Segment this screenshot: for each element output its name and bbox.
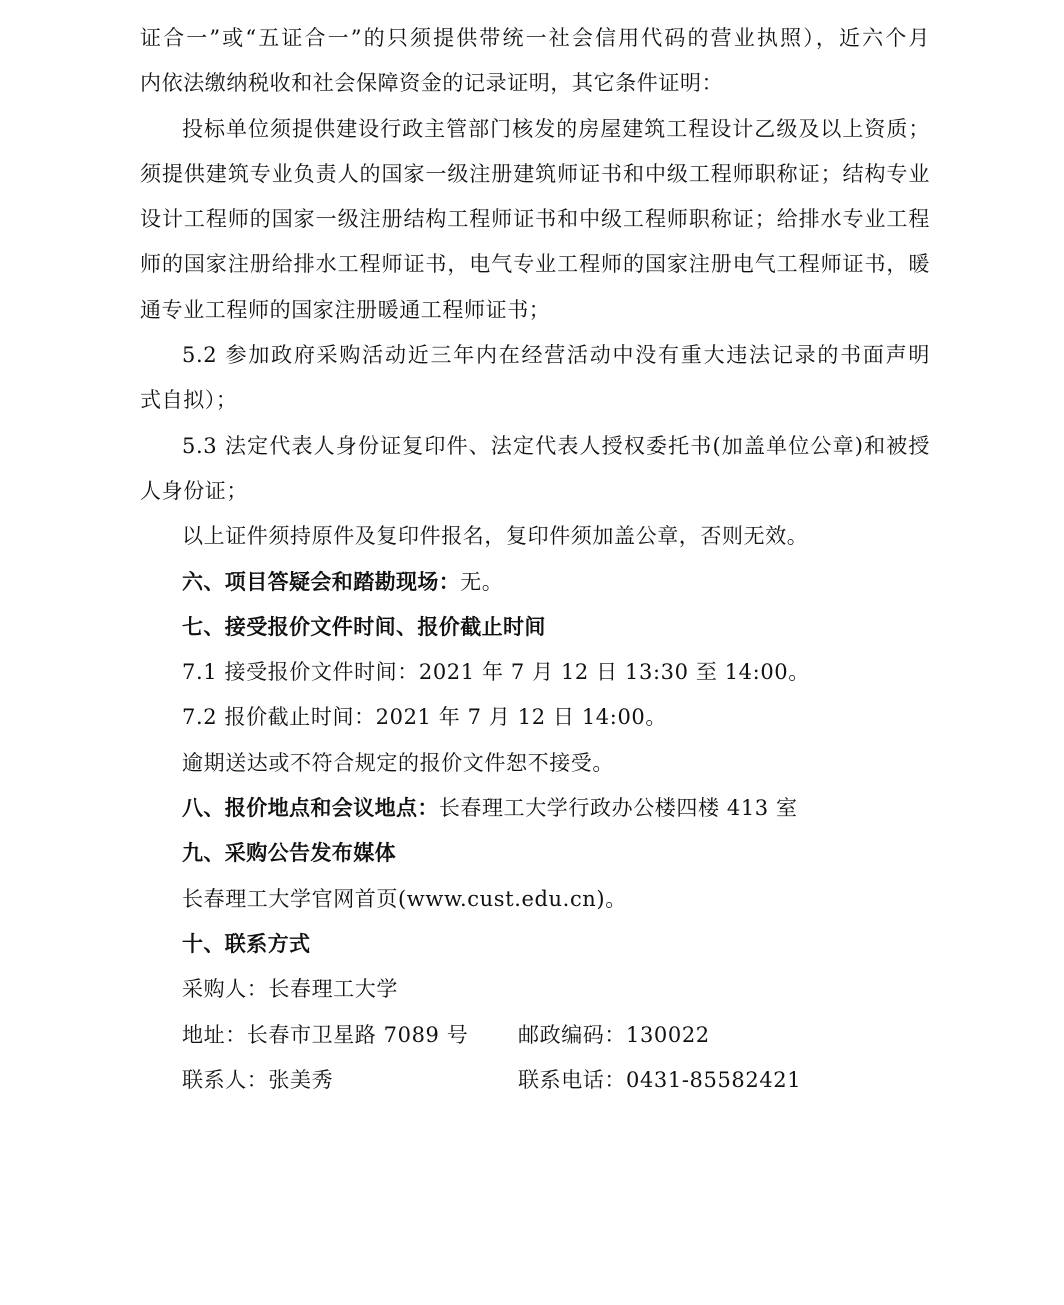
body-text-line: 证合一”或“五证合一”的只须提供带统一社会信用代码的营业执照），近六个月 (140, 26, 930, 50)
contact-buyer: 采购人：长春理工大学 (182, 977, 398, 1002)
section-7-note: 逾期送达或不符合规定的报价文件恕不接受。 (182, 750, 614, 775)
section-8 (140, 786, 930, 831)
body-text-line: 内依法缴纳税收和社会保障资金的记录证明，其它条件证明： (140, 71, 724, 96)
document-page (140, 16, 930, 1103)
section-9-heading: 九、采购公告发布媒体 (182, 841, 396, 866)
body-text-line: 以上证件须持原件及复印件报名，复印件须加盖公章，否则无效。 (182, 524, 809, 549)
section-7-item-1: 7.1 接受报价文件时间：2021 年 7 月 12 日 13:30 至 14:00。 (182, 660, 810, 685)
section-7-heading: 七、接受报价文件时间、报价截止时间 (182, 614, 546, 639)
section-10-heading: 十、联系方式 (182, 931, 311, 956)
body-text-line: 式自拟）； (140, 388, 238, 413)
contact-postcode: 邮政编码：130022 (518, 1022, 710, 1047)
contact-row-address (140, 1013, 930, 1058)
section-6-heading: 六、项目答疑会和踏勘现场： (182, 569, 461, 594)
body-text-line: 通专业工程师的国家注册暖通工程师证书； (140, 297, 551, 322)
body-text-line: 5.2 参加政府采购活动近三年内在经营活动中没有重大违法记录的书面声明 (182, 343, 930, 368)
body-text-line: 投标单位须提供建设行政主管部门核发的房屋建筑工程设计乙级及以上资质； (182, 116, 930, 141)
section-6 (140, 560, 930, 605)
body-text-line: 5.3 法定代表人身份证复印件、法定代表人授权委托书(加盖单位公章)和被授 (182, 433, 930, 458)
body-text-line: 须提供建筑专业负责人的国家一级注册建筑师证书和中级工程师职称证；结构专业 (140, 161, 930, 186)
contact-phone: 联系电话：0431-85582421 (518, 1067, 802, 1092)
contact-row-person (140, 1058, 930, 1103)
body-text-line: 人身份证； (140, 478, 248, 503)
body-text-line: 师的国家注册给排水工程师证书，电气专业工程师的国家注册电气工程师证书，暖 (140, 252, 930, 277)
section-8-heading: 八、报价地点和会议地点： (182, 796, 439, 821)
section-9-value: 长春理工大学官网首页(www.cust.edu.cn)。 (182, 886, 627, 911)
section-7-item-2: 7.2 报价截止时间：2021 年 7 月 12 日 14:00。 (182, 705, 667, 730)
contact-address: 地址：长春市卫星路 7089 号 (182, 1022, 469, 1047)
contact-person: 联系人：张美秀 (182, 1067, 334, 1092)
body-text-line: 设计工程师的国家一级注册结构工程师证书和中级工程师职称证；给排水专业工程 (140, 207, 930, 232)
section-6-value: 无。 (460, 569, 504, 594)
section-8-value: 长春理工大学行政办公楼四楼 413 室 (438, 796, 798, 821)
